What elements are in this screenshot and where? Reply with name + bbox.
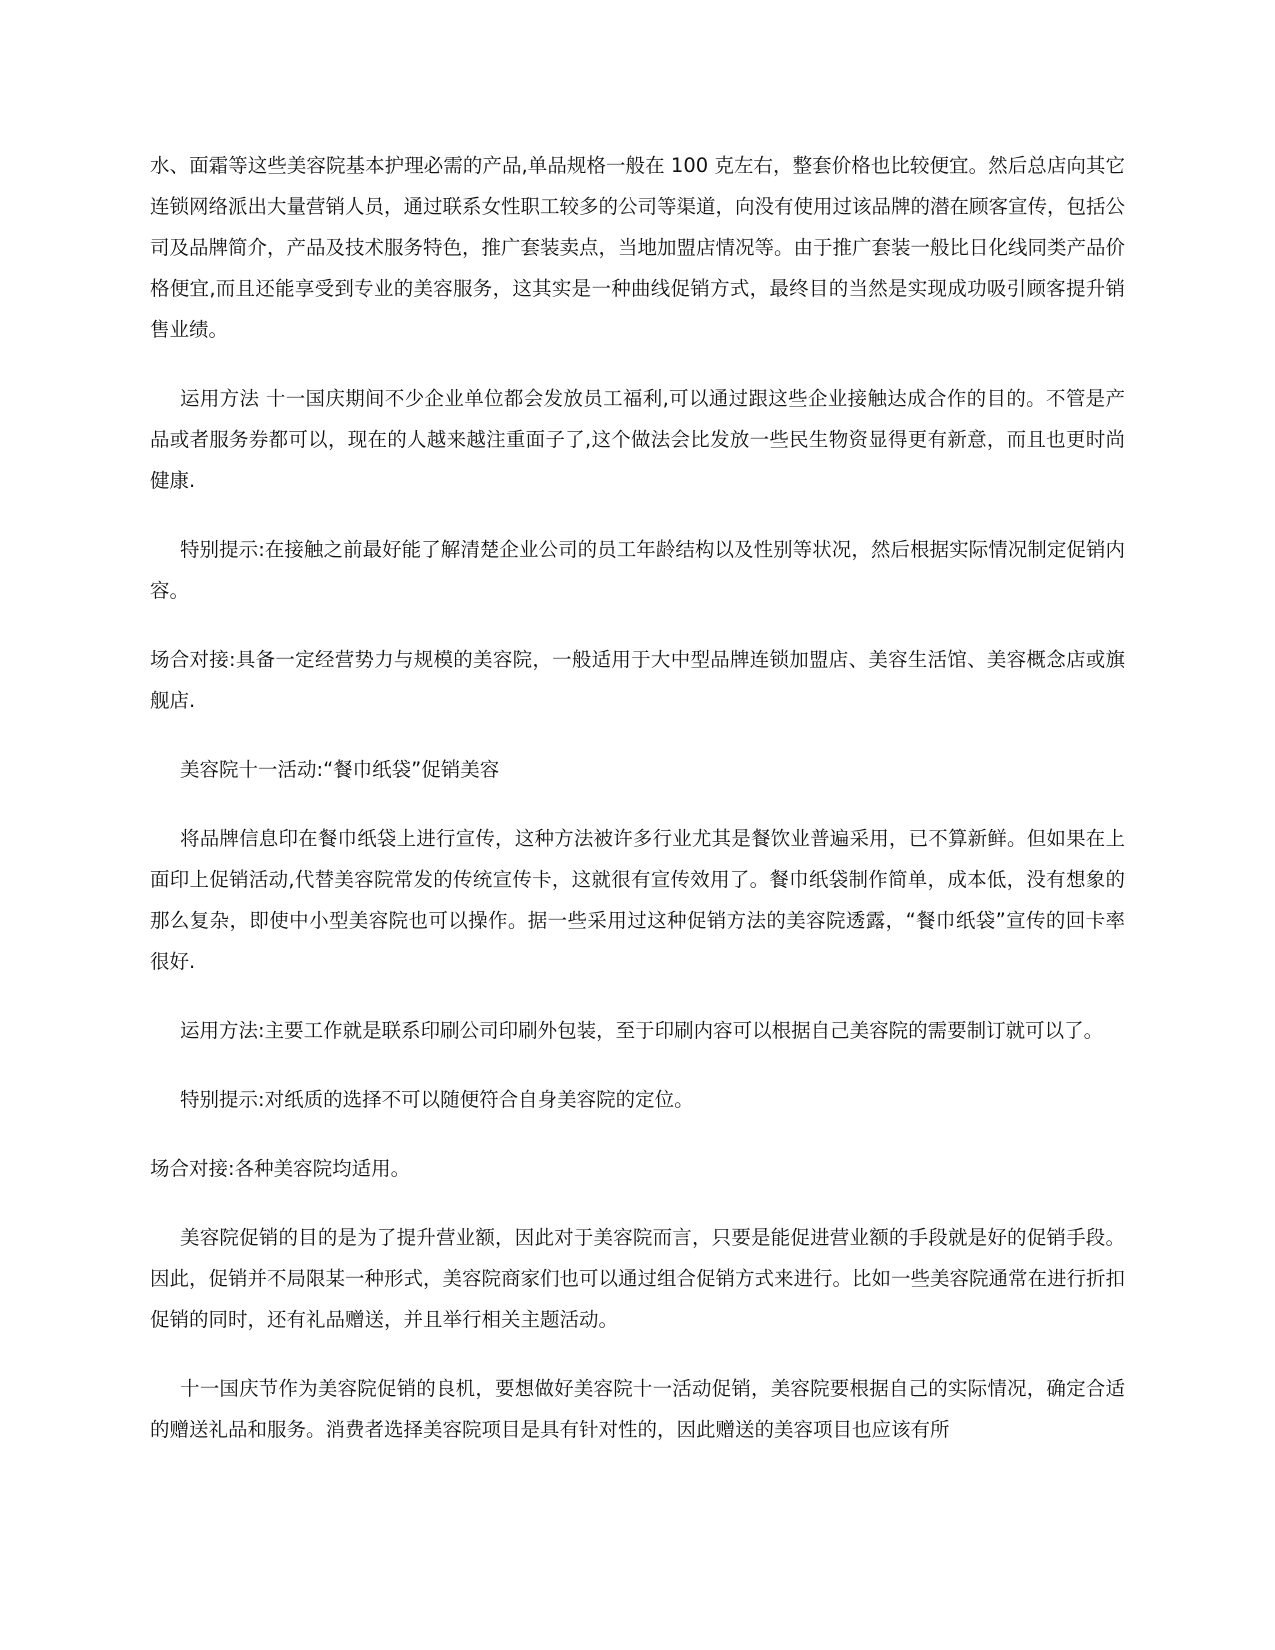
paragraph-10: 美容院促销的目的是为了提升营业额，因此对于美容院而言，只要是能促进营业额的手段就是好的促销手段。因此，促销并不局限某一种形式，美容院商家们也可以通过组合促销方式来进行。比如一些美容院通常在进行折扣促销的同时，还有礼品赠送，并且举行相关主题活动。: [150, 1226, 1126, 1331]
paragraph-9: 场合对接:各种美容院均适用。: [150, 1157, 411, 1180]
document-body: [150, 145, 1125, 1478]
paragraph-4: 场合对接:具备一定经营势力与规模的美容院，一般适用于大中型品牌连锁加盟店、美容生活馆、美容概念店或旗舰店.: [150, 648, 1125, 712]
paragraph-3: 特别提示:在接触之前最好能了解清楚企业公司的员工年龄结构以及性别等状况，然后根据实际情况制定促销内容。: [150, 538, 1125, 602]
paragraph-6: 将品牌信息印在餐巾纸袋上进行宣传，这种方法被许多行业尤其是餐饮业普遍采用，已不算新鲜。但如果在上面印上促销活动,代替美容院常发的传统宣传卡，这就很有宣传效用了。餐巾纸袋制作简单，成本低，没有想象的那么复杂，即使中小型美容院也可以操作。据一些采用过这种促销方法的美容院透露，“餐巾纸袋”宣传的回卡率很好.: [150, 827, 1125, 973]
section-heading: 美容院十一活动:“餐巾纸袋”促销美容: [180, 758, 500, 781]
paragraph-7: 运用方法:主要工作就是联系印刷公司印刷外包装，至于印刷内容可以根据自己美容院的需要制订就可以了。: [180, 1019, 1104, 1042]
paragraph-1: 水、面霜等这些美容院基本护理必需的产品,单品规格一般在 100 克左右，整套价格也比较便宜。然后总店向其它连锁网络派出大量营销人员，通过联系女性职工较多的公司等渠道，向没有使用过该品牌的潜在顾客宣传，包括公司及品牌简介，产品及技术服务特色，推广套装卖点，当地加盟店情况等。由于推广套装一般比日化线同类产品价格便宜,而且还能享受到专业的美容服务，这其实是一种曲线促销方式，最终目的当然是实现成功吸引顾客提升销售业绩。: [150, 154, 1126, 341]
paragraph-8: 特别提示:对纸质的选择不可以随便符合自身美容院的定位。: [180, 1088, 694, 1111]
paragraph-2: 运用方法 十一国庆期间不少企业单位都会发放员工福利,可以通过跟这些企业接触达成合作的目的。不管是产品或者服务券都可以，现在的人越来越注重面子了,这个做法会比发放一些民生物资显得更有新意，而且也更时尚健康.: [150, 387, 1125, 492]
paragraph-11: 十一国庆节作为美容院促销的良机，要想做好美容院十一活动促销，美容院要根据自己的实际情况，确定合适的赠送礼品和服务。消费者选择美容院项目是具有针对性的，因此赠送的美容项目也应该有所: [150, 1377, 1125, 1441]
